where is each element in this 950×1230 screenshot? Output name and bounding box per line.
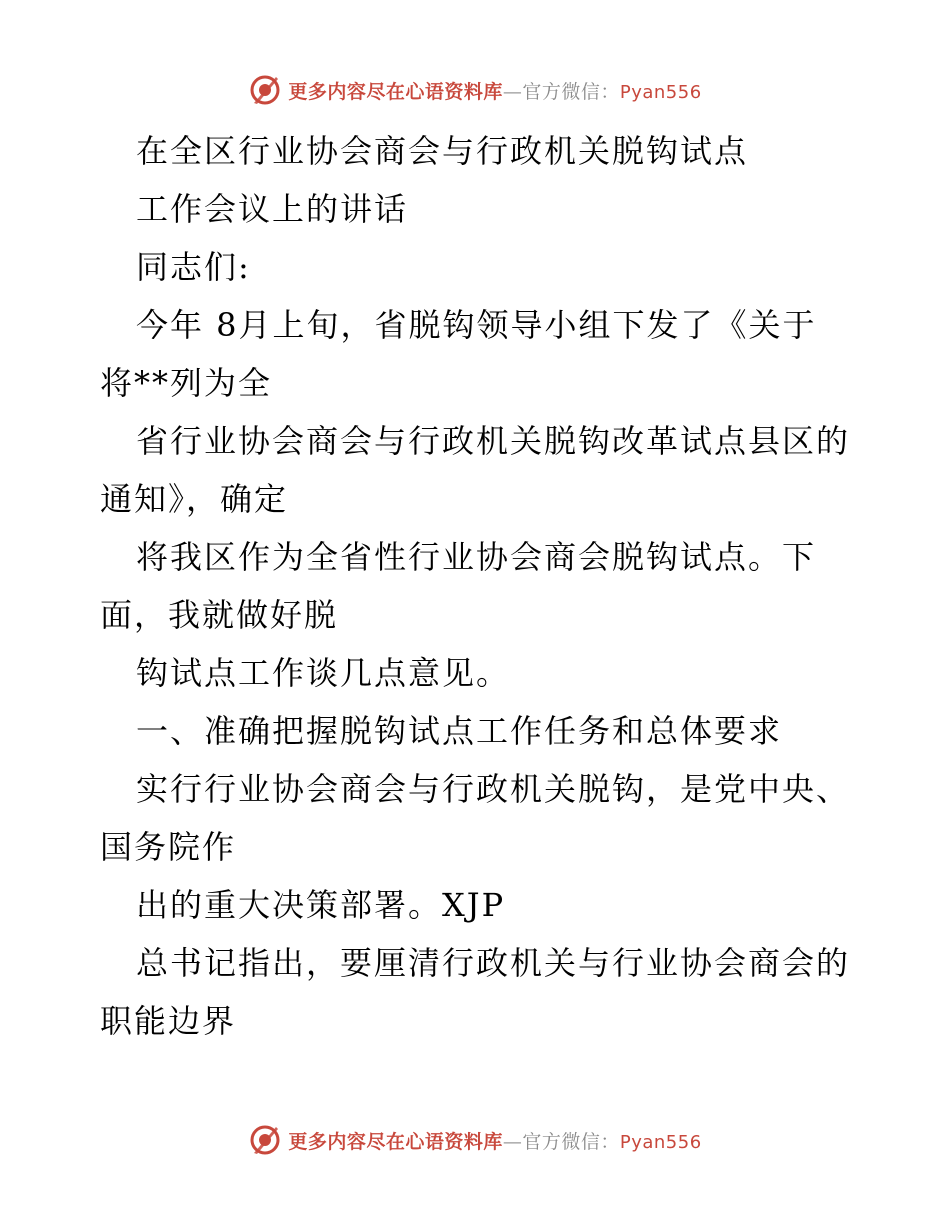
watermark-footer: [0, 1122, 950, 1158]
text-line: 总书记指出，要厘清行政机关与行业协会商会的: [136, 944, 851, 982]
watermark-main: 更多内容尽在心语资料库: [288, 1130, 503, 1153]
text-line: 省行业协会商会与行政机关脱钩改革试点县区的: [136, 422, 851, 460]
text-line: 在全区行业协会商会与行政机关脱钩试点: [136, 132, 749, 170]
text-line: 将我区作为全省性行业协会商会脱钩试点。下: [136, 538, 817, 576]
text-line: 职能边界: [100, 1002, 237, 1040]
watermark-wechat-id: Pyan556: [619, 81, 702, 103]
text-line: 出的重大决策部署。XJP: [136, 886, 506, 924]
text-line: 国务院作: [100, 828, 237, 866]
text-line: 一、准确把握脱钩试点工作任务和总体要求: [136, 712, 783, 750]
watermark-dash: —: [502, 80, 523, 103]
text-line: 实行行业协会商会与行政机关脱钩，是党中央、: [136, 770, 851, 808]
watermark-wechat-label: 官方微信：: [522, 80, 620, 103]
quill-seal-icon: [248, 73, 282, 107]
watermark-wechat-label: 官方微信：: [522, 1130, 620, 1153]
watermark-text: [288, 1127, 701, 1154]
text-line: 通知》，确定: [100, 480, 289, 518]
watermark-dash: —: [502, 1130, 523, 1153]
text-line: 将**列为全: [100, 364, 273, 402]
text-line: 今年 8月上旬，省脱钩领导小组下发了《关于: [136, 306, 817, 344]
text-line: 同志们:: [136, 248, 251, 286]
watermark-header: [0, 72, 950, 108]
document-body: [100, 122, 860, 1050]
watermark-text: [288, 77, 701, 104]
text-line: 面，我就做好脱: [100, 596, 339, 634]
watermark-wechat-id: Pyan556: [619, 1131, 702, 1153]
text-line: 钩试点工作谈几点意见。: [136, 654, 511, 692]
watermark-main: 更多内容尽在心语资料库: [288, 80, 503, 103]
text-line: 工作会议上的讲话: [136, 190, 409, 228]
quill-seal-icon: [248, 1123, 282, 1157]
